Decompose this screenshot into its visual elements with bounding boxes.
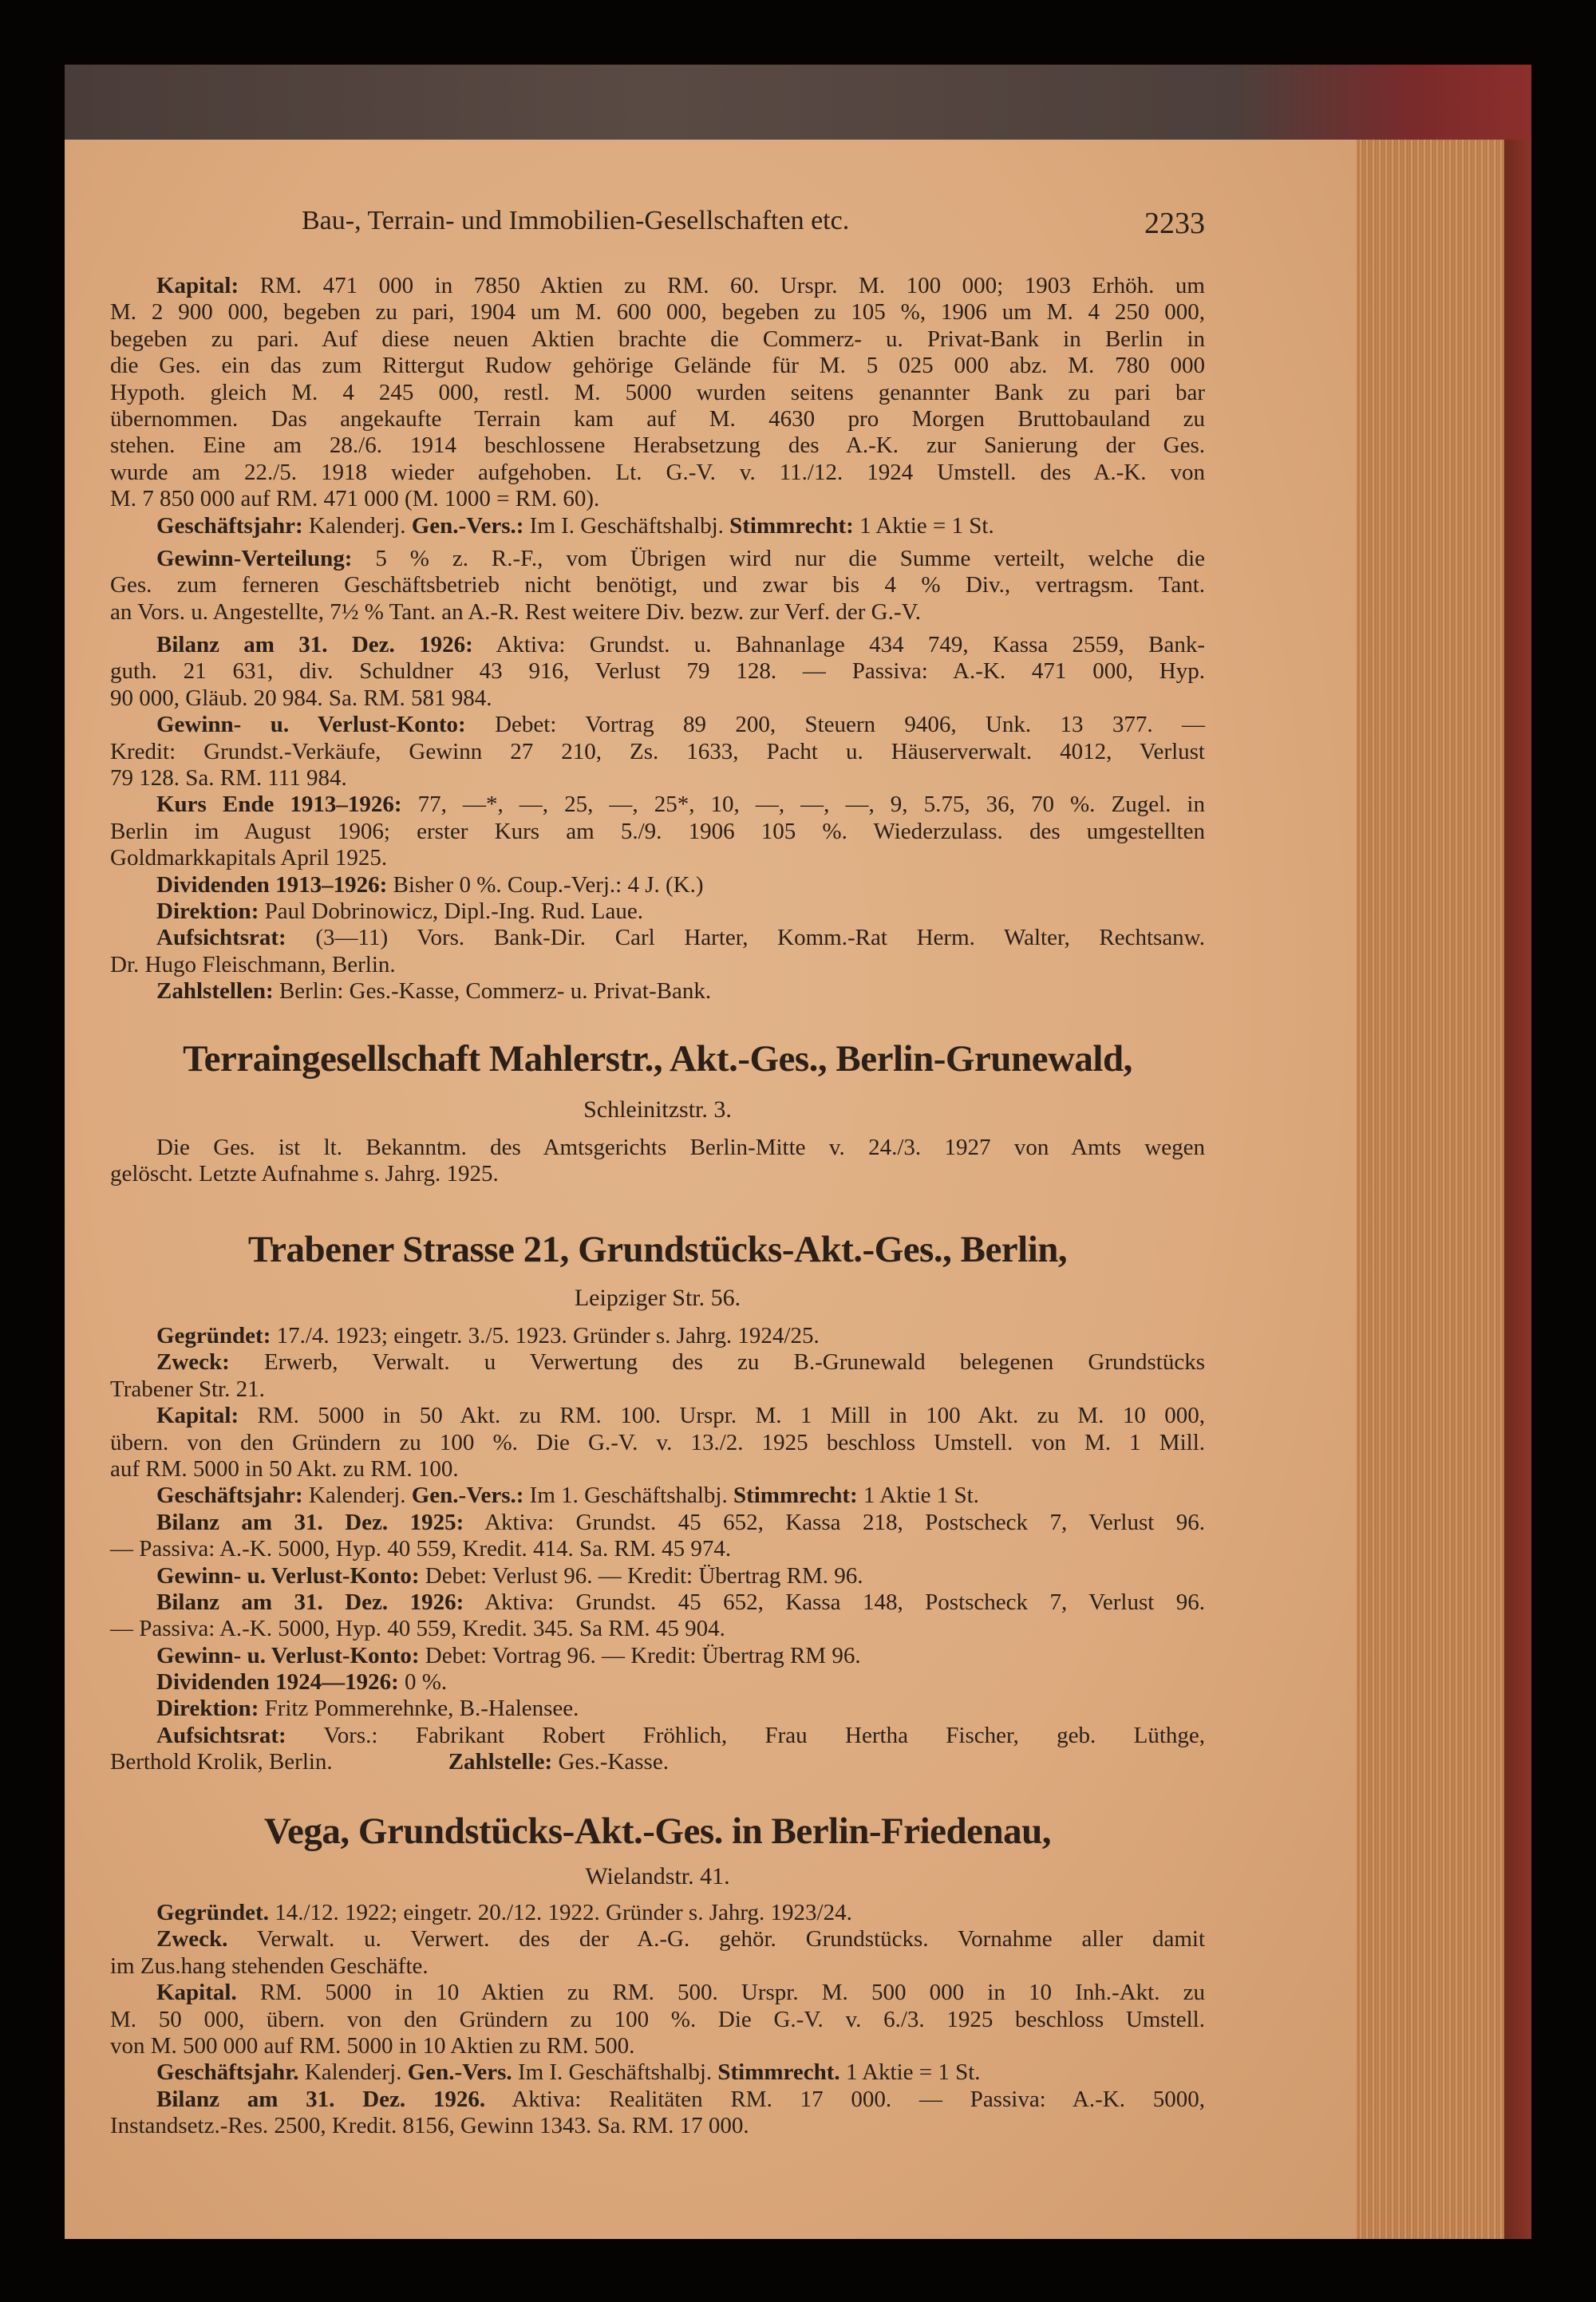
text-line xyxy=(110,1510,1205,1536)
text-line xyxy=(110,1349,1205,1376)
field-label: Zweck. xyxy=(156,1926,228,1953)
field-text: Kalenderj. xyxy=(302,1483,412,1509)
company-address: Wielandstr. 41. xyxy=(585,1863,730,1889)
field-text: M. 50 000, übern. von den Gründern zu 100 %. Die G.-V. v. 6./3. 1925 beschloss Umstell. xyxy=(110,2006,1205,2032)
field-text: wurde am 22./5. 1918 wieder aufgehoben. Lt. G.-V. v. 11./12. 1924 Umstell. des A.-K. von xyxy=(110,459,1205,485)
text-line xyxy=(110,1980,1205,2006)
text-line xyxy=(110,380,1205,406)
entry-paragraph xyxy=(110,1696,1205,1722)
field-text: Paul Dobrinowicz, Dipl.-Ing. Rud. Laue. xyxy=(259,898,643,924)
text-line xyxy=(110,1696,1205,1722)
field-text: — Passiva: A.-K. 5000, Hyp. 40 559, Kredit. 414. Sa. RM. 45 974. xyxy=(110,1536,732,1562)
text-line xyxy=(110,2059,1205,2086)
field-text: Kalenderj. xyxy=(302,512,412,539)
text-line xyxy=(110,572,1205,598)
field-label: Gewinn- u. Verlust-Konto: xyxy=(156,1642,420,1668)
field-label: Gewinn- u. Verlust-Konto: xyxy=(156,712,466,738)
field-label: Dividenden 1924—1926: xyxy=(156,1669,399,1696)
entry-paragraph xyxy=(110,1135,1205,1188)
field-label: Geschäftsjahr: xyxy=(156,1483,303,1509)
entry-paragraph xyxy=(110,712,1205,792)
entry-paragraph xyxy=(110,1926,1205,1980)
entry-paragraph xyxy=(110,1723,1205,1776)
field-label: Kapital: xyxy=(156,273,239,298)
text-line xyxy=(110,299,1205,326)
entry-paragraph xyxy=(110,513,1205,539)
text-line xyxy=(110,432,1205,459)
company-entry-body xyxy=(110,1135,1205,1188)
text-line xyxy=(110,1376,1205,1403)
field-label: Bilanz am 31. Dez. 1926: xyxy=(156,632,473,658)
field-label: Kapital. xyxy=(156,1980,237,2006)
field-label: Gegründet: xyxy=(156,1323,271,1348)
field-text: RM. 471 000 in 7850 Aktien zu RM. 60. Urspr. M. 100 000; 1903 Erhöh. um xyxy=(239,273,1205,298)
field-text: Dr. Hugo Fleischmann, Berlin. xyxy=(110,951,396,977)
field-label: Bilanz am 31. Dez. 1925: xyxy=(156,1509,464,1535)
text-line xyxy=(110,1161,1205,1187)
entry-paragraph xyxy=(110,2059,1205,2086)
field-text: auf RM. 5000 in 50 Akt. zu RM. 100. xyxy=(110,1455,459,1482)
text-line xyxy=(110,1135,1205,1161)
field-label: Dividenden 1913–1926: xyxy=(156,871,388,898)
field-text: Kredit: Grundst.-Verkäufe, Gewinn 27 210, Zs. 1633, Pacht u. Häuserverwalt. 4012, Verlust xyxy=(110,738,1205,764)
text-line xyxy=(110,273,1205,299)
text-line xyxy=(110,1563,1205,1589)
field-text: Ges.-Kasse. xyxy=(552,1749,669,1775)
text-line xyxy=(110,599,1205,626)
text-line xyxy=(110,712,1205,738)
entry-paragraph xyxy=(110,1483,1205,1509)
text-line xyxy=(110,819,1205,845)
company-entry-body xyxy=(110,1323,1205,1776)
text-line xyxy=(110,2007,1205,2033)
field-text: gelöscht. Letzte Aufnahme s. Jahrg. 1925. xyxy=(110,1161,499,1187)
text-line xyxy=(110,353,1205,379)
field-text: Aktiva: Grundst. 45 652, Kassa 148, Postscheck 7, Verlust 96. xyxy=(464,1589,1205,1615)
entry-paragraph xyxy=(110,1669,1205,1696)
text-line xyxy=(110,765,1205,792)
entry-paragraph xyxy=(110,1589,1205,1643)
text-line xyxy=(110,1953,1205,1980)
text-line xyxy=(110,1643,1205,1669)
field-text: Kalenderj. xyxy=(298,2059,408,2086)
text-line xyxy=(110,2033,1205,2059)
text-line xyxy=(110,2113,1205,2139)
field-text: (3—11) Vors. Bank-Dir. Carl Harter, Komm.-Rat Herm. Walter, Rechtsanw. xyxy=(286,925,1205,951)
entry-paragraph xyxy=(110,632,1205,712)
field-text: Ges. zum ferneren Geschäftsbetrieb nicht benötigt, und zwar bis 4 % Div., vertragsm. Tant. xyxy=(110,572,1205,598)
entry-paragraph xyxy=(110,1563,1205,1589)
field-label: Geschäftsjahr. xyxy=(156,2059,299,2086)
field-text: Berlin: Ges.-Kasse, Commerz- u. Privat-Bank. xyxy=(273,978,712,1005)
entry-paragraph xyxy=(110,273,1205,513)
field-text: M. 2 900 000, begeben zu pari, 1904 um M. 600 000, begeben zu 105 %, 1906 um M. 4 250 000, xyxy=(110,299,1205,326)
running-header xyxy=(110,206,1205,241)
text-line xyxy=(110,513,1205,539)
entry-paragraph xyxy=(110,792,1205,871)
field-text: Debet: Verlust 96. — Kredit: Übertrag RM. 96. xyxy=(419,1562,863,1589)
text-line xyxy=(110,739,1205,765)
field-label: Bilanz am 31. Dez. 1926. xyxy=(156,2086,486,2112)
text-line xyxy=(110,1403,1205,1429)
field-label: Gen.-Vers.: xyxy=(411,1483,524,1509)
text-line xyxy=(110,872,1205,898)
text-line xyxy=(110,406,1205,432)
text-line xyxy=(110,952,1205,978)
company-address: Leipziger Str. 56. xyxy=(574,1285,741,1311)
text-line xyxy=(110,1749,1205,1775)
company-title: Trabener Strasse 21, Grundstücks-Akt.-Ges., Berlin, xyxy=(247,1229,1068,1270)
field-text: Aktiva: Grundst. u. Bahnanlage 434 749, Kassa 2559, Bank- xyxy=(472,632,1205,658)
field-text: Instandsetz.-Res. 2500, Kredit. 8156, Gewinn 1343. Sa. RM. 17 000. xyxy=(110,2113,749,2139)
field-text: 90 000, Gläub. 20 984. Sa. RM. 581 984. xyxy=(110,685,492,711)
entry-paragraph xyxy=(110,1403,1205,1483)
text-line xyxy=(110,1926,1205,1953)
field-text: Vors.: Fabrikant Robert Fröhlich, Frau Hertha Fischer, geb. Lüthge, xyxy=(286,1722,1205,1748)
field-text: Trabener Str. 21. xyxy=(110,1376,265,1402)
field-text: Berlin im August 1906; erster Kurs am 5./9. 1906 105 %. Wiederzulass. des umgestellten xyxy=(110,818,1205,844)
field-text: Im 1. Geschäftshalbj. xyxy=(523,1483,733,1509)
field-label: Zahlstellen: xyxy=(156,978,274,1005)
field-text: M. 7 850 000 auf RM. 471 000 (M. 1000 = RM. 60). xyxy=(110,486,600,512)
field-text: 77, —*, —, 25, —, 25*, 10, —, —, —, 9, 5.75, 36, 70 %. Zugel. in xyxy=(401,792,1205,818)
field-label: Gewinn-Verteilung: xyxy=(156,545,353,571)
field-text: im Zus.hang stehenden Geschäfte. xyxy=(110,1953,429,1979)
field-text: an Vors. u. Angestellte, 7½ % Tant. an A.-R. Rest weitere Div. bezw. zur Verf. der G.-V. xyxy=(110,598,921,625)
text-line xyxy=(110,1723,1205,1749)
field-label: Aufsichtsrat: xyxy=(156,1722,286,1748)
field-text: Im I. Geschäftshalbj. xyxy=(512,2059,718,2086)
field-text: Die Ges. ist lt. Bekanntm. des Amtsgerichts Berlin-Mitte v. 24./3. 1927 von Amts wegen xyxy=(156,1135,1205,1160)
field-label: Gen.-Vers. xyxy=(407,2059,512,2086)
field-text: übern. von den Gründern zu 100 %. Die G.-V. v. 13./2. 1925 beschloss Umstell. von M. 1 Mill. xyxy=(110,1429,1205,1455)
text-line xyxy=(110,1483,1205,1509)
entry-paragraph xyxy=(110,2087,1205,2140)
text-line xyxy=(110,1323,1205,1349)
running-header-title: Bau-, Terrain- und Immobilien-Gesellschaften etc. xyxy=(302,206,850,235)
company-title: Vega, Grundstücks-Akt.-Ges. in Berlin-Friedenau, xyxy=(263,1810,1052,1852)
company-entry-body xyxy=(110,1900,1205,2140)
text-line xyxy=(110,658,1205,685)
field-text: Debet: Vortrag 96. — Kredit: Übertrag RM 96. xyxy=(419,1642,861,1668)
text-line xyxy=(110,1616,1205,1642)
company-title: Terraingesellschaft Mahlerstr., Akt.-Ges., Berlin-Grunewald, xyxy=(183,1038,1132,1080)
entry-paragraph xyxy=(110,1349,1205,1403)
text-line xyxy=(110,632,1205,658)
text-line xyxy=(110,1536,1205,1562)
field-label: Stimmrecht. xyxy=(717,2059,840,2086)
field-text: Fritz Pommerehnke, B.-Halensee. xyxy=(259,1696,579,1722)
page-number: 2233 xyxy=(1144,207,1205,240)
text-line xyxy=(110,1589,1205,1616)
entry-paragraph xyxy=(110,1980,1205,2059)
field-label: Gewinn- u. Verlust-Konto: xyxy=(156,1562,420,1589)
entry-paragraph xyxy=(110,546,1205,626)
entry-paragraph xyxy=(110,925,1205,978)
text-line xyxy=(110,546,1205,572)
field-label: Aufsichtsrat: xyxy=(156,925,286,951)
field-text: RM. 5000 in 10 Aktien zu RM. 500. Urspr. M. 500 000 in 10 Inh.-Akt. zu xyxy=(236,1980,1205,2006)
text-line xyxy=(110,978,1205,1005)
text-line xyxy=(110,1669,1205,1696)
field-label: Kapital: xyxy=(156,1403,239,1429)
company-address: Schleinitzstr. 3. xyxy=(583,1096,732,1123)
entry-paragraph xyxy=(110,1510,1205,1563)
field-text: guth. 21 631, div. Schuldner 43 916, Verlust 79 128. — Passiva: A.-K. 471 000, Hyp. xyxy=(110,658,1205,685)
field-text: Goldmarkkapitals April 1925. xyxy=(110,845,388,871)
field-text: RM. 5000 in 50 Akt. zu RM. 100. Urspr. M. 1 Mill in 100 Akt. zu M. 10 000, xyxy=(239,1403,1205,1429)
field-label: Zahlstelle: xyxy=(448,1749,553,1775)
entry-paragraph xyxy=(110,1643,1205,1669)
field-text: Aktiva: Grundst. 45 652, Kassa 218, Postscheck 7, Verlust 96. xyxy=(464,1509,1205,1535)
field-label: Gen.-Vers.: xyxy=(411,512,524,539)
field-text: Berthold Krolik, Berlin. xyxy=(110,1749,448,1775)
field-text: Im I. Geschäftshalbj. xyxy=(523,512,730,539)
field-text: Erwerb, Verwalt. u Verwertung des zu B.-Grunewald belegenen Grundstücks xyxy=(229,1349,1205,1376)
book-cover-band xyxy=(65,65,1531,144)
field-text: 1 Aktie 1 St. xyxy=(857,1483,979,1509)
field-text: Hypoth. gleich M. 4 245 000, restl. M. 5000 wurden seitens genannter Bank zu pari bar xyxy=(110,379,1205,405)
text-line xyxy=(110,2087,1205,2113)
text-line xyxy=(110,898,1205,925)
field-label: Direktion: xyxy=(156,1696,259,1722)
text-line xyxy=(110,486,1205,512)
field-label: Stimmrecht: xyxy=(729,512,854,539)
field-label: Bilanz am 31. Dez. 1926: xyxy=(156,1589,464,1615)
field-text: die Ges. ein das zum Rittergut Rudow gehörige Gelände für M. 5 025 000 abz. M. 780 000 xyxy=(110,353,1205,379)
entry-paragraph xyxy=(110,872,1205,898)
field-text: Verwalt. u. Verwert. des der A.-G. gehör. Grundstücks. Vornahme aller damit xyxy=(227,1926,1205,1953)
book-page-edges xyxy=(1357,140,1531,2239)
field-label: Geschäftsjahr: xyxy=(156,512,303,539)
text-line xyxy=(110,460,1205,486)
field-label: Zweck: xyxy=(156,1349,230,1376)
text-line xyxy=(110,685,1205,712)
field-text: 1 Aktie = 1 St. xyxy=(839,2059,981,2086)
text-line xyxy=(110,792,1205,818)
field-text: 79 128. Sa. RM. 111 984. xyxy=(110,765,347,792)
text-line xyxy=(110,1456,1205,1483)
entry-paragraph xyxy=(110,978,1205,1005)
entry-paragraph xyxy=(110,1900,1205,1926)
field-text: Aktiva: Realitäten RM. 17 000. — Passiva: A.-K. 5000, xyxy=(485,2086,1205,2112)
field-text: 17./4. 1923; eingetr. 3./5. 1923. Gründer s. Jahrg. 1924/25. xyxy=(271,1323,820,1348)
field-text: begeben zu pari. Auf diese neuen Aktien brachte die Commerz- u. Privat-Bank in Berlin in xyxy=(110,326,1205,352)
field-text: übernommen. Das angekaufte Terrain kam auf M. 4630 pro Morgen Bruttobauland zu xyxy=(110,405,1205,432)
field-text: stehen. Eine am 28./6. 1914 beschlossene Herabsetzung des A.-K. zur Sanierung der Ges. xyxy=(110,432,1205,459)
text-line xyxy=(110,845,1205,871)
field-label: Gegründet. xyxy=(156,1900,269,1925)
field-label: Direktion: xyxy=(156,898,259,924)
text-line xyxy=(110,925,1205,951)
text-line xyxy=(110,326,1205,353)
field-label: Stimmrecht: xyxy=(733,1483,858,1509)
company-entry-body xyxy=(110,273,1205,1005)
field-text: 5 % z. R.-F., vom Übrigen wird nur die Summe verteilt, welche die xyxy=(352,545,1205,571)
field-text: Debet: Vortrag 89 200, Steuern 9406, Unk. 13 377. — xyxy=(465,712,1205,738)
field-label: Kurs Ende 1913–1926: xyxy=(156,792,402,818)
field-text: — Passiva: A.-K. 5000, Hyp. 40 559, Kredit. 345. Sa RM. 45 904. xyxy=(110,1616,725,1642)
text-line xyxy=(110,1430,1205,1456)
entry-paragraph xyxy=(110,898,1205,925)
field-text: 0 %. xyxy=(398,1669,448,1696)
field-text: 1 Aktie = 1 St. xyxy=(853,512,994,539)
field-text: Bisher 0 %. Coup.-Verj.: 4 J. (K.) xyxy=(387,871,704,898)
text-line xyxy=(110,1900,1205,1926)
field-text: 14./12. 1922; eingetr. 20./12. 1922. Gründer s. Jahrg. 1923/24. xyxy=(268,1900,852,1925)
entry-paragraph xyxy=(110,1323,1205,1349)
field-text: von M. 500 000 auf RM. 5000 in 10 Aktien zu RM. 500. xyxy=(110,2032,635,2059)
